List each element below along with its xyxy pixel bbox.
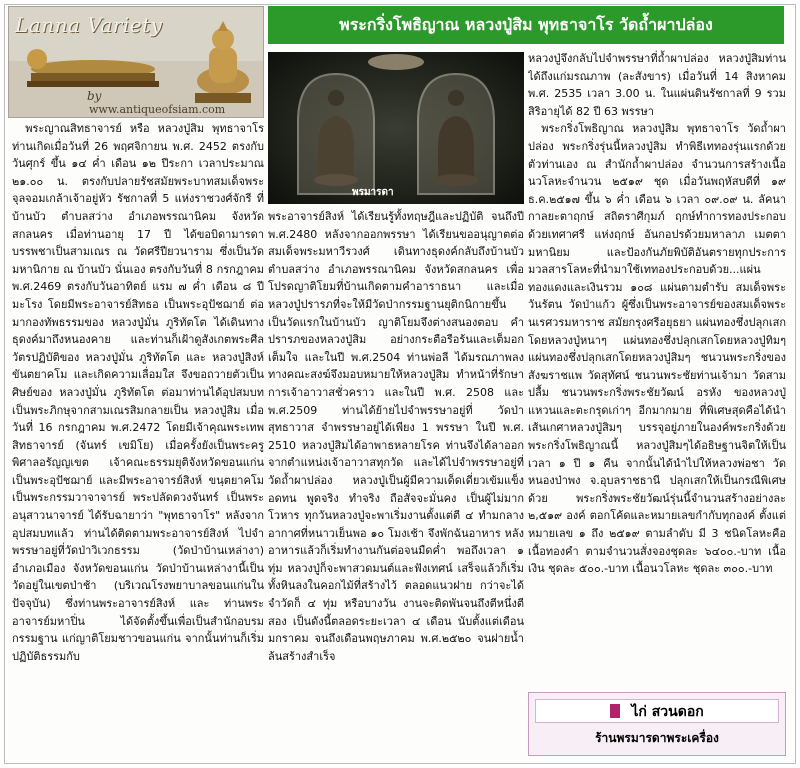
article-column-middle: [268, 208, 524, 760]
article-column-left: [12, 120, 264, 760]
author-shop: ร้านพรมารดาพระเครื่อง: [595, 731, 719, 745]
author-name-row: [535, 699, 779, 723]
photo-caption: พรมารดา: [352, 187, 394, 198]
lanna-variety-logo: [8, 6, 264, 118]
logo-by: by: [87, 89, 102, 103]
amulet-photo: [268, 52, 524, 204]
author-box: [528, 692, 786, 756]
article-paragraph: พระอาจารย์สิงห์ ได้เรียนรู้ทั้งทฤษฎีและปฏิบัติ จนถึงปี พ.ศ.2480 หลังจากออกพรรษา ได้เรียนขออนุญาตต่อสมเด็จพระมหาวีรวงศ์ เดินทางธุดงค์กลับถึงบ้านบัว ตำบลสว่าง อำเภอพรรณานิคม จังหวัดสกลนคร เพื่อโปรดญาติโยมที่บ้านเกิดตามคำอาราธนา และเมื่อหลวงปู่ปรารภที่จะให้มีวัดป่ากรรมฐานยุติกนิกายขึ้นเป็นวัดแรกในบ้านบัว ญาติโยมจึงต่างสนองตอบ คำปรารภของหลวงปู่สิม อย่างกระตือรือร้นและเต็มอกเต็มใจ และในปี พ.ศ.2504 ท่านพ่อลี ได้มรณภาพลง ทางคณะสงฆ์จึงมอบหมายให้หลวงปู่สิม ทำหน้าที่รักษาการเจ้าอาวาสชั่วคราว และในปี พ.ศ. 2508 และ พ.ศ.2509 ท่านได้ย้ายไปจำพรรษาอยู่ที่ วัดป่าสุทธาวาส จำพรรษาอยู่ได้เพียง 1 พรรษา ในปี พ.ศ. 2510 หลวงปู่สิมได้อาพาธหลายโรค ท่านจึงได้ลาออกจากตำแหน่งเจ้าอาวาสทุกวัด และได้ไปจำพรรษาอยู่ที่วัดถ้ำผาปล่อง หลวงปู่เป็นผู้มีความเด็ดเดี่ยวเข้มแข็ง อดทน พูดจริง ทำจริง ถือสัจจะมั่นคง เป็นผู้ไม่มากโวหาร ทุกวันหลวงปู่จะพาเริ่มงานตั้งแต่ตี ๔ ทำมกลางอากาศที่หนาวเย็นพอ ๑๐ โมงเช้า จึงพักฉันอาหาร หลังอาหารแล้วก็เริ่มทำงานกันต่อจนมืดค่ำ พอถึงเวลา ๑ ทุ่ม หลวงปู่ก็จะพาสวดมนต์และฟังเทศน์ เสร็จแล้วก็เริ่มทั้งหินลงในคอกไม้ที่สร้างไว้ ตลอดแนวฝาย กว่าจะได้จำวัดก็ ๔ ทุ่ม หรือบางวัน งานจะติดพันจนถึงตีหนึ่งตีสอง เป็นดังนี้ตลอดระยะเวลา ๔ เดือน นับตั้งแต่เดือนมกราคม จนถึงเดือนพฤษภาคม พ.ศ.๒๕๒๐ จนฝายน้ำล้นสร้างสำเร็จ: [268, 210, 524, 663]
amulet-image: [268, 52, 524, 204]
article-paragraph: หลวงปู่จึงกลับไปจำพรรษาที่ถ้ำผาปล่อง หลวงปู่สิมท่านได้ถึงแก่มรณภาพ (ละสังขาร) เมื่อวันที่ 14 สิงหาคม พ.ศ. 2535 เวลา 3.00 น. ในแผ่นดินรัชกาลที่ 9 รวมสิริอายุได้ 82 ปี 63 พรรษา: [528, 52, 786, 118]
logo-brand: Lanna Variety: [15, 13, 163, 37]
article-title: พระกริ่งโพธิญาณ หลวงปู่สิม พุทธาจาโร วัดถ้ำผาปล่อง: [268, 6, 784, 44]
author-name: ไก่ สวนดอก: [631, 704, 704, 720]
article-paragraph: พระกริ่งโพธิญาณ หลวงปู่สิม พุทธาจาโร วัดถ้ำผาปล่อง พระกริ่งรุ่นนี้หลวงปู่สิม ทำพิธีเททองรุ่นแรกด้วยตัวท่านเอง ณ สำนักถ้ำผาปล่อง จำนวนการสร้างเนื้อนวโลหะจำนวน ๒๕๑๙ ชุด เมื่อวันพฤหัสบดีที่ ๑๙ ธ.ค.๒๕๑๗ ขึ้น ๖ ค่ำ เดือน ๖ เวลา ๐๙.๐๙ น. ลัคนากาลยะตาฤกษ์ สถิตราศีกุมภ์ ฤกษ์ทำการทองประกอบด้วยเทศาศรี แห่งฤกษ์ อันกอปรด้วยมหาลาภ เมตตา มหานิยม และป้องกันภัยพิบัติอันตรายทุกประการ มวลสารโลหะที่นำมาใช้เททองประกอบด้วย...แผ่นทองแดงและเงินรวม ๑๐๘ แผ่นตามตำรับ สมเด็จพระวันรัตน วัดป่าแก้ว ผู้ซึ่งเป็นพระอาจารย์ของสมเด็จพระนเรศวรมหาราช สมัยกรุงศรีอยุธยา แผ่นทองชึ่งปลุกเสกโดยหลวงปู่หนาๆ แผ่นทองชึ่งปลุกเสกโดยหลวงปู่ทิมๆ แผ่นทองชึ่งปลุกเสกโดยหลวงปู่สิมๆ ชนวนพระกริ่งของสังฆราชแพ วัดสุทัศน์ ชนวนพระชัยท่านเจ้ามา วัดสามปลื้ม ชนวนพระกริ่งพระชัยวัฒน์ อรหัง ของหลวงปู่แหวนและตะกรุดเก่าๆ อีกมากมาย ที่พิเศษสุดคือได้นำเส้นเกศาหลวงปู่สิมๆ บรรจุอยู่ภายในองค์พระกริ่งด้วย พระกริ่งโพธิญาณนี้ หลวงปู่สิมๆได้อธิษฐานจิตให้เป็นเวลา ๑ ปี ๑ คืน จากนั้นได้นำไปให้หลวงพ่อชา วัดหนองป่าพง จ.อุบลราชธานี ปลุกเสกให้เป็นกรณีพิเศษด้วย พระกริ่งพระชัยวัฒน์รุ่นนี้จำนวนสร้างอย่างละ ๒,๕๑๙ องค์ ตอกโค้ดและหมายเลขกำกับทุกองค์ ตั้งแต่หมายเลข ๑ ถึง ๒๕๑๙ ตามลำดับ มี 3 ชนิดโลหะคือ เนื้อทองคำ ตามจำนวนสั่งจองชุดละ ๖๔๐๐.-บาท เนื้อเงิน ชุดละ ๕๐๐.-บาท เนื้อนวโลหะ ชุดละ ๓๐๐.-บาท: [528, 122, 786, 576]
logo-url: www.antiqueofsiam.com: [89, 103, 226, 116]
article-paragraph: พระญาณสิทธาจารย์ หรือ หลวงปู่สิม พุทธาจาโร ท่านเกิดเมื่อวันที่ 26 พฤศจิกายน พ.ศ. 2452 ตรงกับวันศุกร์ ขึ้น ๑๔ ค่ำ เดือน ๑๒ ปีระกา เวลาประมาณ ๒๑.๐๐ น. ตรงกับปลายรัชสมัยพระบาทสมเด็จพระจุลจอมเกล้าเจ้าอยู่หัว รัชกาลที่ 5 แห่งราชวงศ์จักรี ที่บ้านบัว ตำบลสว่าง อำเภอพรรณานิคม จังหวัดสกลนคร เมื่อท่านอายุ 17 ปี ได้ขอบิดามารดาบรรพชาเป็นสามเณร ณ วัดศรีปียวนาราม ซึ่งเป็นวัดมหานิกาย ณ บ้านบัว นั่นเอง ตรงกับวันที่ 8 กรกฎาคม พ.ศ.2469 ตรงกับวันอาทิตย์ แรม ๗ ค่ำ เดือน ๘ ปีมะโรง โดยมีพระอาจารย์สิทธอ เป็นพระอุปัชฌาย์ ต่อมากองทัพธรรมของ หลวงปู่มั่น ภูริทัตโต ได้เดินทางธุดงค์มาถึงหนองคาย และท่านก็เฝ้าดูสังเกตพระศีลวัตรปฏิบัติของ หลวงปู่มั่น ภูริทัตโต และ หลวงปู่สิงห์ ขันตยาคโม และเกิดความเลื่อมใส จึงขอถวายตัวเป็นศิษย์ของ หลวงปู่มั่น ภูริทัตโต ต่อมาท่านได้อุปสมบทเป็นพระภิกษุจากสามเณรสิมกลายเป็น หลวงปู่สิม เมื่อวันที่ 16 กรกฎาคม พ.ศ.2472 โดยมีเจ้าคุณพระเทพสิทธาจารย์ (จันทร์ เขมิโย) เมื่อครั้งยังเป็นพระครูพิศาลอรัญญเขต เจ้าคณะธรรมยุติจังหวัดขอนแก่น เป็นพระอุปัชฌาย์ และมีพระอาจารย์สิงห์ ขนฺตยาคโม เป็นพระกรรมวาจาจารย์ พระปลัดดวงจันทร์ เป็นพระอนุสาวนาจารย์ ได้รับฉายาว่า "พุทธาจาโร" หลังจากอุปสมบทแล้ว ท่านได้ติดตามพระอาจารย์สิงห์ ไปจำพรรษาอยู่ที่วัดป่าวิเวกธรรม (วัดป่าบ้านเหล่างา) อำเภอเมือง จังหวัดขอนแก่น วัดป่าบ้านเหล่างานี้เป็นวัดอยู่ในเขตป่าช้า (บริเวณโรงพยาบาลขอนแก่นในปัจจุบัน) ซึ่งท่านพระอาจารย์สิงห์ และ ท่านพระอาจารย์มหาปิ่น ได้จัดตั้งขึ้นเพื่อเป็นสำนักอบรมกรรมฐาน แก่ญาติโยมชาวขอนแก่น จากนั้นท่านก็เริ่มปฏิบัติธรรมกับ: [12, 122, 264, 663]
author-marker-icon: [610, 704, 620, 718]
article-column-right: [528, 50, 786, 690]
